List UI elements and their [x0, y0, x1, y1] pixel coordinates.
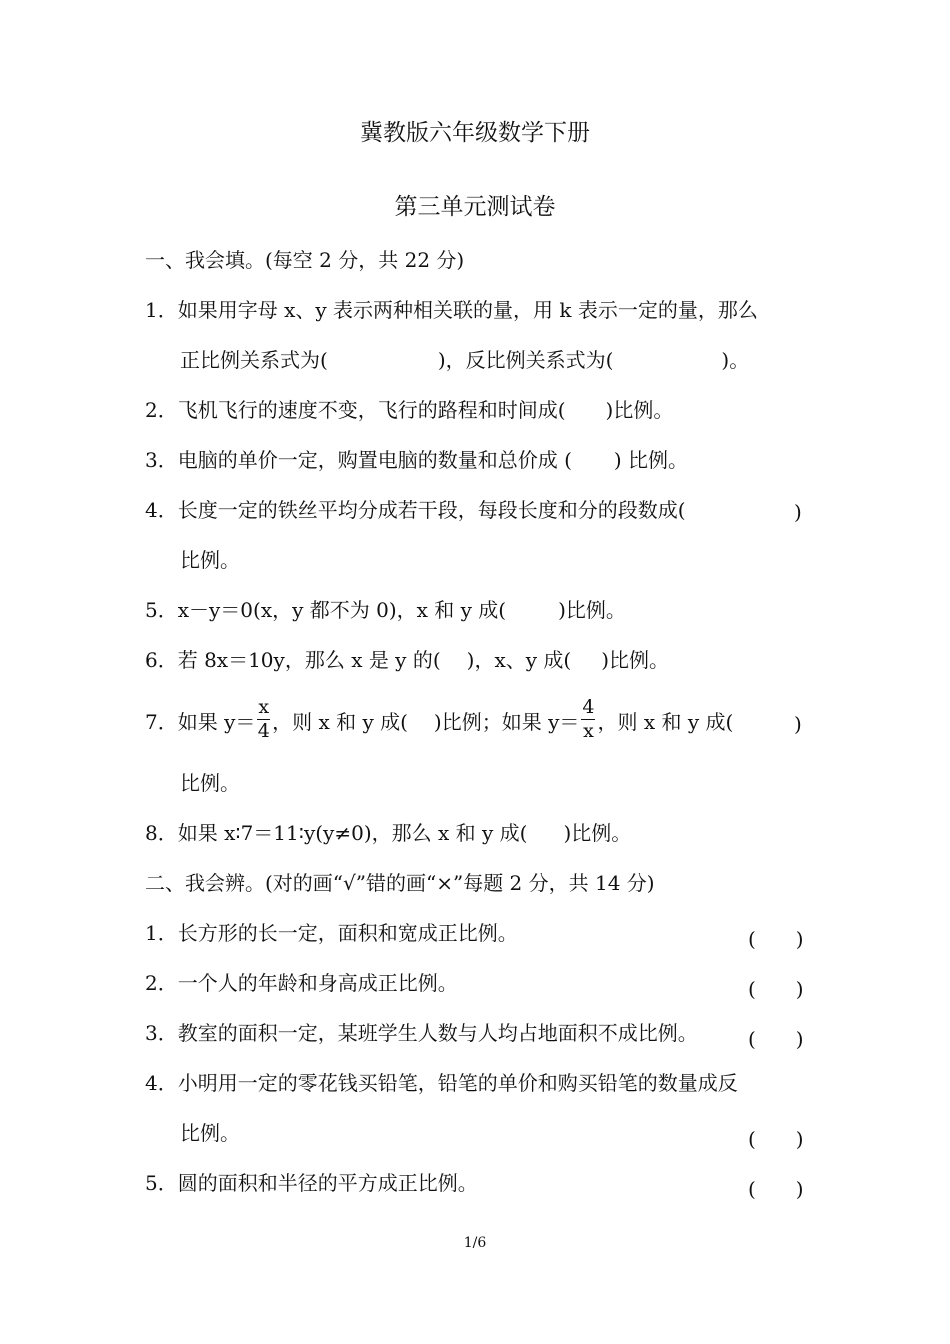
question-4-paren-close: ) — [794, 500, 802, 524]
judge-item-5-answer: ( ) — [748, 1177, 804, 1201]
question-7-line1: 7．如果 y＝ $\frac{x}{4}$ ，则 x 和 y 成( )比例；如果 y＝ $\frac{4}{x}$ ，则 x 和 y 成( — [145, 696, 734, 742]
judge-item-2-answer: ( ) — [748, 977, 804, 1001]
question-7-line2: 比例。 — [180, 771, 240, 795]
fraction-4-over-x: $\frac{4}{x}$ — [582, 696, 595, 742]
judge-item-4-answer: ( ) — [748, 1127, 804, 1151]
question-8: 8．如果 x∶7＝11∶y(y≠0)，那么 x 和 y 成( )比例。 — [145, 821, 632, 845]
judge-item-3-answer: ( ) — [748, 1027, 804, 1051]
judge-item-4-line2: 比例。 — [180, 1121, 240, 1145]
section2-heading: 二、我会辨。(对的画“√”错的画“×”每题 2 分，共 14 分) — [145, 871, 655, 895]
judge-item-5: 5．圆的面积和半径的平方成正比例。 — [145, 1171, 478, 1195]
judge-item-1-answer: ( ) — [748, 927, 804, 951]
page-number: 1/6 — [463, 1235, 487, 1251]
question-4-line2: 比例。 — [180, 548, 240, 572]
question-4-line1: 4．长度一定的铁丝平均分成若干段，每段长度和分的段数成( — [145, 498, 686, 522]
question-1-line1: 1．如果用字母 x、y 表示两种相关联的量，用 k 表示一定的量，那么 — [145, 298, 758, 322]
question-1-line2: 正比例关系式为( )，反比例关系式为( )。 — [180, 348, 750, 372]
question-2: 2．飞机飞行的速度不变，飞行的路程和时间成( )比例。 — [145, 398, 674, 422]
judge-item-1: 1．长方形的长一定，面积和宽成正比例。 — [145, 921, 518, 945]
question-5: 5．x－y＝0(x，y 都不为 0)，x 和 y 成( )比例。 — [145, 598, 626, 622]
question-3: 3．电脑的单价一定，购置电脑的数量和总价成 ( ) 比例。 — [145, 448, 689, 472]
section1-heading: 一、我会填。(每空 2 分，共 22 分) — [145, 248, 465, 272]
question-6: 6．若 8x＝10y，那么 x 是 y 的( )，x、y 成( )比例。 — [145, 648, 670, 672]
judge-item-2: 2．一个人的年龄和身高成正比例。 — [145, 971, 458, 995]
judge-item-4-line1: 4．小明用一定的零花钱买铅笔，铅笔的单价和购买铅笔的数量成反 — [145, 1071, 738, 1095]
page-subtitle: 第三单元测试卷 — [394, 194, 556, 220]
page-title: 冀教版六年级数学下册 — [360, 120, 590, 146]
fraction-x-over-4: $\frac{x}{4}$ — [257, 696, 270, 742]
judge-item-3: 3．教室的面积一定，某班学生人数与人均占地面积不成比例。 — [145, 1021, 698, 1045]
question-7-paren-close: ) — [794, 712, 802, 736]
